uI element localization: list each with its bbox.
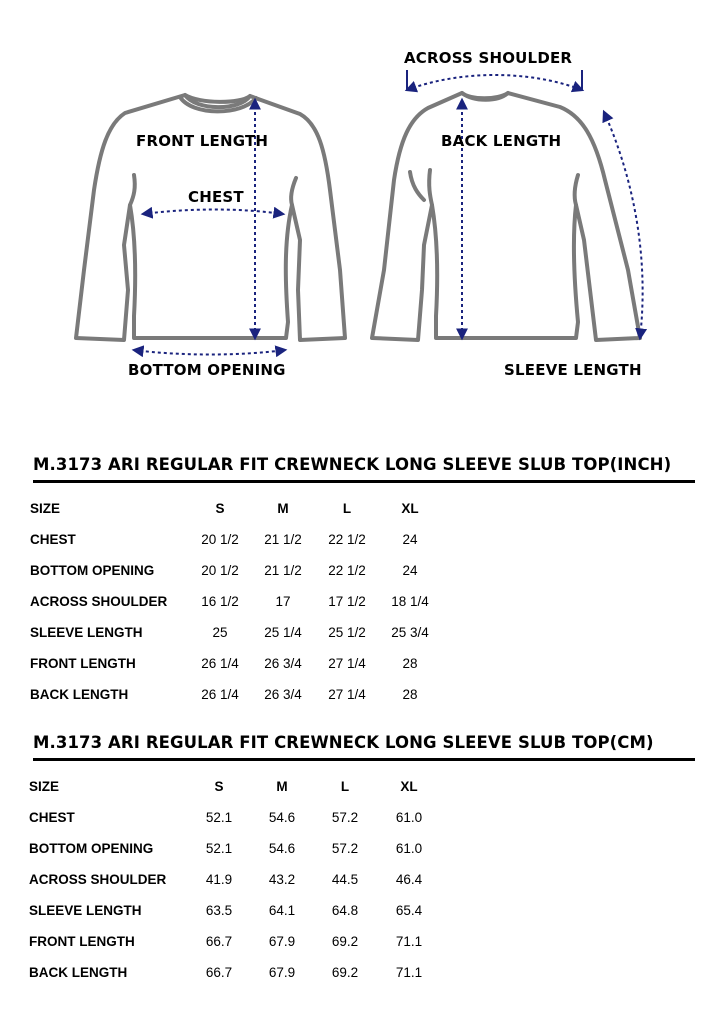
measurement-diagram — [0, 0, 723, 400]
cell-value: 17 1/2 — [328, 594, 366, 609]
cell-value: 71.1 — [395, 965, 423, 980]
sleeve-length-label: SLEEVE LENGTH — [504, 361, 642, 379]
row-label: ACROSS SHOULDER — [29, 872, 167, 887]
cell-value: 17 — [275, 594, 291, 609]
cell-value: 27 1/4 — [328, 656, 366, 671]
cell-value: 43.2 — [268, 872, 296, 887]
cell-value: 67.9 — [268, 934, 296, 949]
cell-value: 41.9 — [205, 872, 233, 887]
cell-value: 22 1/2 — [328, 563, 366, 578]
cell-value: 28 — [402, 656, 418, 671]
size-col-xl: XL — [400, 779, 418, 794]
cell-value: 18 1/4 — [391, 594, 429, 609]
cell-value: 67.9 — [268, 965, 296, 980]
back-shirt-outline — [372, 93, 640, 340]
cell-value: 65.4 — [395, 903, 423, 918]
cell-value: 20 1/2 — [201, 532, 239, 547]
size-col-l: L — [342, 501, 352, 516]
bottom-opening-arrow — [134, 350, 285, 355]
cell-value: 21 1/2 — [264, 563, 302, 578]
cell-value: 25 1/2 — [328, 625, 366, 640]
chest-arrow — [143, 210, 283, 215]
chest-label: CHEST — [188, 188, 244, 206]
bottom-opening-label: BOTTOM OPENING — [128, 361, 286, 379]
size-col-s: S — [215, 501, 225, 516]
cell-value: 22 1/2 — [328, 532, 366, 547]
cell-value: 63.5 — [205, 903, 233, 918]
cell-value: 64.1 — [268, 903, 296, 918]
size-header: SIZE — [30, 501, 61, 516]
cell-value: 25 — [212, 625, 228, 640]
size-col-m: M — [276, 779, 288, 794]
cell-value: 44.5 — [331, 872, 359, 887]
cell-value: 21 1/2 — [264, 532, 302, 547]
cell-value: 46.4 — [395, 872, 423, 887]
row-label: FRONT LENGTH — [29, 934, 135, 949]
cell-value: 64.8 — [331, 903, 359, 918]
cell-value: 57.2 — [331, 810, 359, 825]
size-col-m: M — [277, 501, 289, 516]
cell-value: 54.6 — [268, 841, 296, 856]
cell-value: 25 3/4 — [391, 625, 429, 640]
row-label: CHEST — [30, 532, 76, 547]
cell-value: 24 — [402, 532, 418, 547]
cell-value: 69.2 — [331, 934, 359, 949]
cell-value: 26 3/4 — [264, 656, 302, 671]
cell-value: 26 3/4 — [264, 687, 302, 702]
row-label: CHEST — [29, 810, 75, 825]
table-title: M.3173 ARI REGULAR FIT CREWNECK LONG SLEEVE SLUB TOP(INCH) — [33, 455, 672, 474]
cell-value: 20 1/2 — [201, 563, 239, 578]
cell-value: 61.0 — [395, 810, 423, 825]
garment-illustration — [0, 0, 723, 400]
cell-value: 24 — [402, 563, 418, 578]
title-divider — [33, 480, 695, 483]
row-label: BACK LENGTH — [29, 965, 128, 980]
cell-value: 16 1/2 — [201, 594, 239, 609]
sleeve-length-arrow — [604, 112, 643, 338]
cell-value: 52.1 — [205, 841, 233, 856]
cell-value: 57.2 — [331, 841, 359, 856]
size-col-s: S — [214, 779, 224, 794]
row-label: BACK LENGTH — [30, 687, 129, 702]
cell-value: 26 1/4 — [201, 687, 239, 702]
back-length-label: BACK LENGTH — [441, 132, 562, 150]
cell-value: 66.7 — [205, 934, 233, 949]
row-label: SLEEVE LENGTH — [30, 625, 143, 640]
row-label: BOTTOM OPENING — [29, 841, 154, 856]
cell-value: 52.1 — [205, 810, 233, 825]
cell-value: 25 1/4 — [264, 625, 302, 640]
row-label: BOTTOM OPENING — [30, 563, 155, 578]
cell-value: 27 1/4 — [328, 687, 366, 702]
row-label: SLEEVE LENGTH — [29, 903, 142, 918]
size-header: SIZE — [29, 779, 60, 794]
row-label: ACROSS SHOULDER — [30, 594, 168, 609]
size-col-xl: XL — [401, 501, 419, 516]
cell-value: 71.1 — [395, 934, 423, 949]
cell-value: 61.0 — [395, 841, 423, 856]
row-label: FRONT LENGTH — [30, 656, 136, 671]
cell-value: 54.6 — [268, 810, 296, 825]
table-title: M.3173 ARI REGULAR FIT CREWNECK LONG SLEEVE SLUB TOP(CM) — [33, 733, 654, 752]
front-length-label: FRONT LENGTH — [136, 132, 269, 150]
title-divider — [33, 758, 695, 761]
across-shoulder-arrow — [407, 75, 582, 90]
across-shoulder-label: ACROSS SHOULDER — [404, 49, 573, 67]
cell-value: 28 — [402, 687, 418, 702]
size-col-l: L — [340, 779, 350, 794]
cell-value: 69.2 — [331, 965, 359, 980]
cell-value: 26 1/4 — [201, 656, 239, 671]
cell-value: 66.7 — [205, 965, 233, 980]
